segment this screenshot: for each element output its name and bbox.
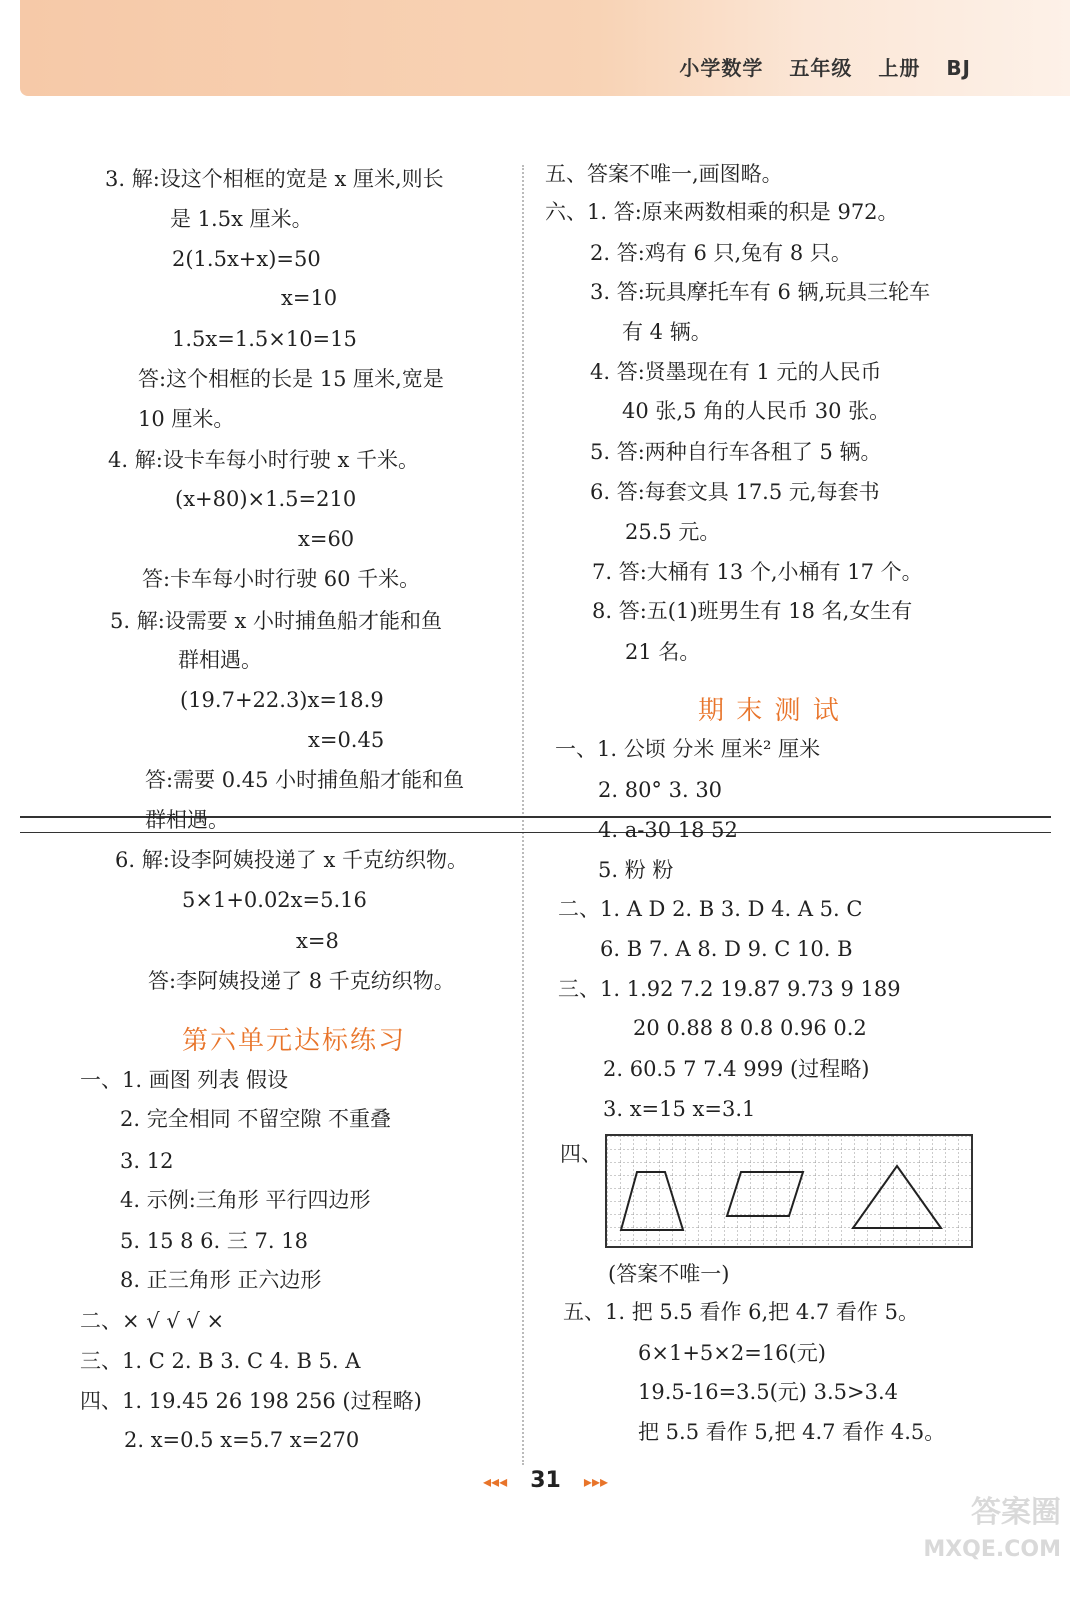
answer-line: 五、1. 把 5.5 看作 6,把 4.7 看作 5。 [563,1300,919,1324]
answer-line: 五、答案不唯一,画图略。 [545,162,783,186]
answer-line: 一、1. 画图 列表 假设 [80,1068,289,1092]
answer-line: 21 名。 [625,640,701,664]
subject-label: 小学数学 [679,56,764,80]
answer-line: 答:需要 0.45 小时捕鱼船才能和鱼 [145,768,465,792]
volume-label: 上册 [878,56,921,80]
answer-line: 二、1. A D 2. B 3. D 4. A 5. C [558,897,863,921]
answer-line: 3. 答:玩具摩托车有 6 辆,玩具三轮车 [590,280,931,304]
answer-line: 5×1+0.02x=5.16 [182,888,367,912]
answer-line: 答:这个相框的长是 15 厘米,宽是 [138,367,444,391]
grid-figure [605,1134,973,1248]
answer-line: x=10 [281,286,338,310]
answer-line: 2. 80° 3. 30 [598,778,723,802]
answer-line: 二、× √ √ √ × [80,1309,225,1333]
answer-line: (答案不唯一) [608,1262,730,1286]
answer-line: 三、1. 1.92 7.2 19.87 9.73 9 189 [558,977,901,1001]
answer-line: 群相遇。 [178,648,262,672]
answer-line: 8. 正三角形 正六边形 [120,1268,322,1292]
answer-line: 6×1+5×2=16(元) [638,1341,826,1365]
answer-line: 4. 示例:三角形 平行四边形 [120,1188,371,1212]
answer-line: x=60 [298,527,355,551]
answer-line: 20 0.88 8 0.8 0.96 0.2 [633,1016,867,1040]
section-title-unit6: 第六单元达标练习 [182,1026,407,1056]
answer-line: 四、 [560,1142,602,1166]
answer-line: 1.5x=1.5×10=15 [172,327,357,351]
prev-arrows-icon: ◂◂◂ [483,1472,508,1491]
answer-line: 三、1. C 2. B 3. C 4. B 5. A [80,1349,361,1373]
answer-line: 6. 解:设李阿姨投递了 x 千克纺织物。 [115,848,468,872]
answer-line: 10 厘米。 [138,407,235,431]
answer-line: 4. 答:贤墨现在有 1 元的人民币 [590,360,882,384]
answer-line: 是 1.5x 厘米。 [170,207,313,231]
book-info [661,52,971,81]
answer-line: 4. a-30 18 52 [598,818,738,842]
answer-line: 40 张,5 角的人民币 30 张。 [622,399,891,423]
answer-line: 6. B 7. A 8. D 9. C 10. B [600,937,853,961]
answer-line: 4. 解:设卡车每小时行驶 x 千米。 [108,448,419,472]
answer-line: 25.5 元。 [625,520,721,544]
page-number: 31 [530,1468,561,1493]
section-title-final-test: 期 末 测 试 [698,696,841,726]
answer-line: 6. 答:每套文具 17.5 元,每套书 [590,480,880,504]
header-band [20,0,1070,96]
answer-line: 3. x=15 x=3.1 [603,1097,756,1121]
answer-line: 19.5-16=3.5(元) 3.5>3.4 [638,1380,899,1404]
answer-line: 8. 答:五(1)班男生有 18 名,女生有 [592,599,913,623]
answer-line: 2. 答:鸡有 6 只,兔有 8 只。 [590,241,852,265]
answer-line: 7. 答:大桶有 13 个,小桶有 17 个。 [592,560,923,584]
page-footer [0,1468,1091,1493]
answer-line: 3. 解:设这个相框的宽是 x 厘米,则长 [105,167,444,191]
column-divider [522,165,524,1465]
answer-line: 2. 60.5 7 7.4 999 (过程略) [603,1057,870,1081]
answer-line: 2. 完全相同 不留空隙 不重叠 [120,1107,392,1131]
answer-line: 3. 12 [120,1149,174,1173]
grade-label: 五年级 [789,56,853,80]
answer-line: 一、1. 公顷 分米 厘米² 厘米 [555,737,821,761]
watermark-logo: 答案圈 MXQE.COM [923,1495,1061,1562]
next-arrows-icon: ▸▸▸ [583,1472,608,1491]
answer-line: 六、1. 答:原来两数相乘的积是 972。 [545,200,899,224]
answer-line: (19.7+22.3)x=18.9 [180,688,384,712]
answer-line: 5. 答:两种自行车各租了 5 辆。 [590,440,882,464]
answer-line: 5. 解:设需要 x 小时捕鱼船才能和鱼 [110,609,442,633]
answer-line: 有 4 辆。 [622,320,712,344]
answer-line: 群相遇。 [145,808,229,832]
answer-line: 2. x=0.5 x=5.7 x=270 [124,1428,360,1452]
answer-line: x=0.45 [308,728,385,752]
answer-line: 5. 15 8 6. 三 7. 18 [120,1229,308,1253]
answer-line: 5. 粉 粉 [598,858,674,882]
answer-line: x=8 [296,929,339,953]
answer-line: 把 5.5 看作 5,把 4.7 看作 4.5。 [638,1420,946,1444]
answer-line: 答:卡车每小时行驶 60 千米。 [142,567,421,591]
shapes-on-grid [607,1136,971,1246]
answer-line: (x+80)×1.5=210 [175,487,357,511]
answer-line: 答:李阿姨投递了 8 千克纺织物。 [148,969,455,993]
answer-line: 2(1.5x+x)=50 [172,247,321,271]
answer-line: 四、1. 19.45 26 198 256 (过程略) [80,1389,422,1413]
edition-label: BJ [946,56,971,80]
